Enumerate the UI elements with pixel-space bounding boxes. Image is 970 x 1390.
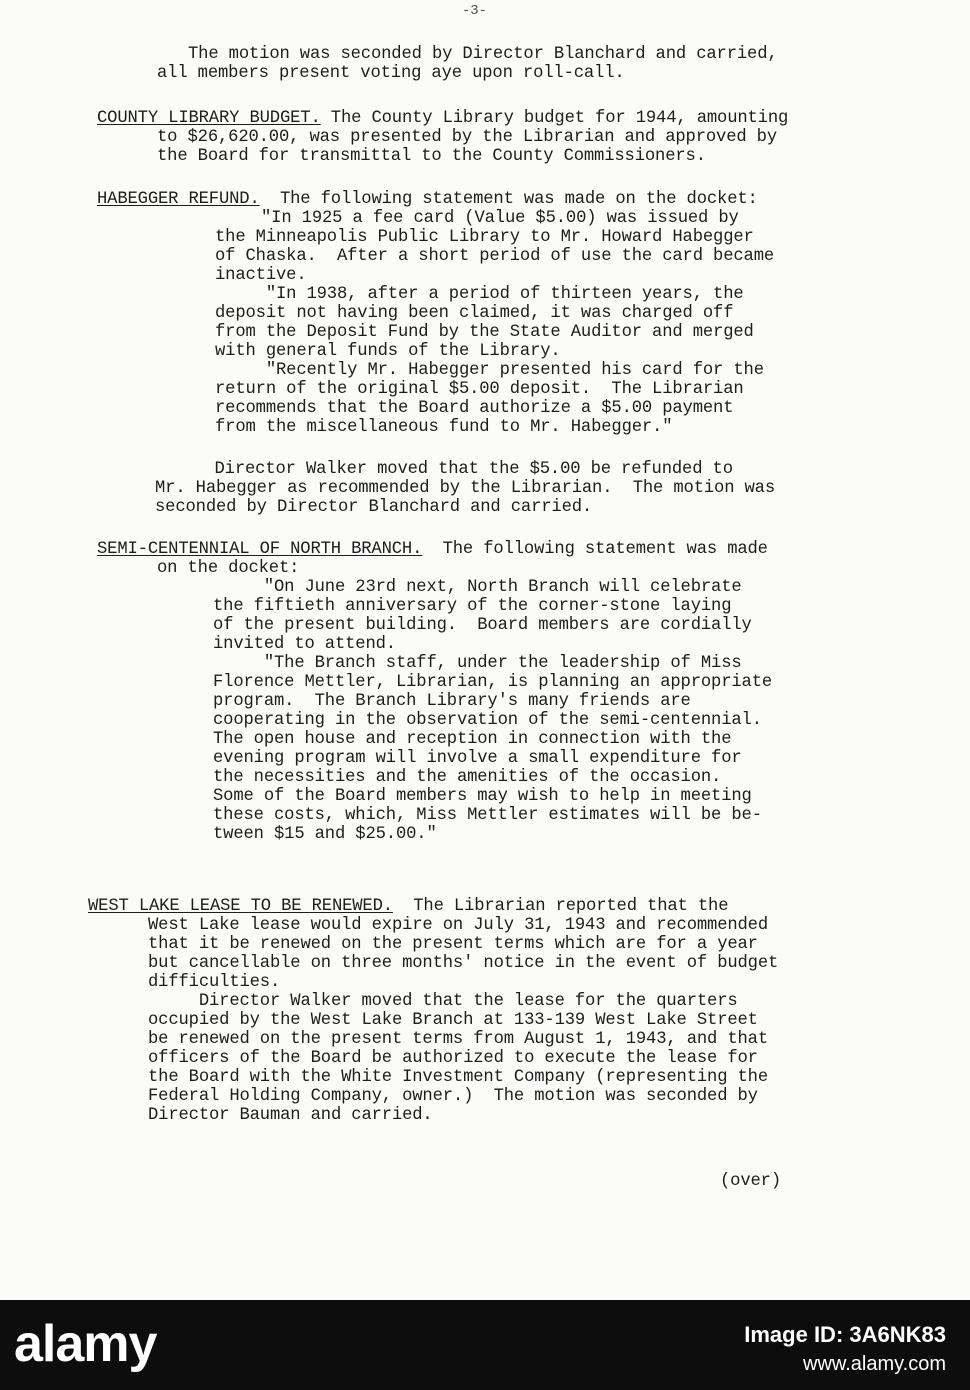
text-line: occupied by the West Lake Branch at 133-139 West Lake Street	[148, 1011, 758, 1030]
text-line: all members present voting aye upon roll-call.	[157, 64, 625, 83]
text-line: return of the original $5.00 deposit. The Librarian	[215, 380, 744, 399]
section-heading: HABEGGER REFUND.	[97, 190, 260, 209]
text-line: the Minneapolis Public Library to Mr. Howard Habegger	[215, 228, 754, 247]
text-line: Director Walker moved that the lease for the quarters	[148, 992, 738, 1011]
text-line: but cancellable on three months' notice in the event of budget	[148, 954, 779, 973]
text-line: officers of the Board be authorized to execute the lease for	[148, 1049, 758, 1068]
text-line: Federal Holding Company, owner.) The motion was seconded by	[148, 1087, 758, 1106]
text-line: The County Library budget for 1944, amounting	[320, 109, 789, 128]
text-line: evening program will involve a small expenditure for	[213, 749, 742, 768]
site-url[interactable]: www.alamy.com	[803, 1353, 946, 1375]
west-lake-body	[148, 916, 778, 1125]
text-line: with general funds of the Library.	[215, 342, 561, 361]
text-line: on the docket:	[157, 559, 300, 578]
text-line: West Lake lease would expire on July 31, 1943 and recommended	[148, 916, 769, 935]
habegger-quote-body	[215, 228, 774, 437]
text-line: recommends that the Board authorize a $5.00 payment	[215, 399, 734, 418]
text-line: "Recently Mr. Habegger presented his card for the	[215, 361, 764, 380]
text-line: "In 1938, after a period of thirteen years, the	[215, 285, 744, 304]
text-line: that it be renewed on the present terms which are for a year	[148, 935, 758, 954]
text-line: "On June 23rd next, North Branch will celebrate	[213, 578, 742, 597]
text-line: of the present building. Board members are cordially	[213, 616, 752, 635]
county-budget-section	[97, 109, 788, 128]
watermark-footer	[0, 1300, 970, 1390]
text-line: cooperating in the observation of the semi-centennial.	[213, 711, 762, 730]
text-line: from the miscellaneous fund to Mr. Habegger."	[215, 418, 673, 437]
text-line: The open house and reception in connection with the	[213, 730, 732, 749]
text-line: Director Bauman and carried.	[148, 1106, 433, 1125]
text-line: the Board for transmittal to the County Commissioners.	[157, 147, 706, 166]
text-line: Mr. Habegger as recommended by the Librarian. The motion was	[155, 479, 776, 498]
text-line: to $26,620.00, was presented by the Librarian and approved by	[157, 128, 778, 147]
text-line: invited to attend.	[213, 635, 396, 654]
alamy-logo: alamy	[14, 1315, 157, 1373]
section-heading: WEST LAKE LEASE TO BE RENEWED.	[88, 897, 393, 916]
semi-centennial-docket	[157, 559, 299, 578]
text-line	[88, 897, 728, 916]
semi-centennial-quote	[213, 578, 772, 844]
text-line: The following statement was made on the docket:	[259, 190, 758, 209]
section-heading: COUNTY LIBRARY BUDGET.	[97, 109, 321, 128]
text-line: program. The Branch Library's many friends are	[213, 692, 691, 711]
text-line: be renewed on the present terms from August 1, 1943, and that	[148, 1030, 769, 1049]
text-line: of Chaska. After a short period of use the card became	[215, 247, 775, 266]
text-line: Director Walker moved that the $5.00 be refunded to	[184, 460, 733, 479]
text-line: "The Branch staff, under the leadership of Miss	[213, 654, 742, 673]
text-line: difficulties.	[148, 973, 281, 992]
habegger-section	[97, 190, 758, 209]
semi-centennial-section	[97, 540, 768, 559]
page-number: -3-	[462, 3, 487, 19]
text-line	[97, 109, 788, 128]
text-line: deposit not having been claimed, it was charged off	[215, 304, 734, 323]
motion-paragraph-cont	[157, 64, 625, 83]
text-line: "In 1925 a fee card (Value $5.00) was issued by	[261, 209, 739, 228]
habegger-motion-cont	[155, 479, 775, 517]
over-label: (over)	[720, 1172, 781, 1191]
text-line: seconded by Director Blanchard and carried.	[155, 498, 593, 517]
text-line: the Board with the White Investment Company (representing the	[148, 1068, 769, 1087]
text-line	[97, 190, 758, 209]
county-budget-body	[157, 128, 777, 166]
text-line: the necessities and the amenities of the occasion.	[213, 768, 722, 787]
text-line: The motion was seconded by Director Blanchard and carried,	[188, 45, 778, 64]
image-id-label: Image ID: 3A6NK83	[744, 1322, 946, 1347]
text-line: these costs, which, Miss Mettler estimates will be be-	[213, 806, 762, 825]
text-line: tween $15 and $25.00."	[213, 825, 437, 844]
text-line: The Librarian reported that the	[392, 897, 729, 916]
section-heading: SEMI-CENTENNIAL OF NORTH BRANCH.	[97, 540, 423, 559]
text-line: Some of the Board members may wish to help in meeting	[213, 787, 752, 806]
west-lake-section	[88, 897, 728, 916]
text-line: The following statement was made	[422, 540, 768, 559]
text-line: inactive.	[215, 266, 307, 285]
text-line	[97, 540, 768, 559]
habegger-motion	[184, 460, 733, 479]
text-line: from the Deposit Fund by the State Auditor and merged	[215, 323, 754, 342]
motion-paragraph	[188, 45, 778, 64]
habegger-quote-start	[261, 209, 739, 228]
text-line: Florence Mettler, Librarian, is planning an appropriate	[213, 673, 773, 692]
text-line: the fiftieth anniversary of the corner-stone laying	[213, 597, 732, 616]
